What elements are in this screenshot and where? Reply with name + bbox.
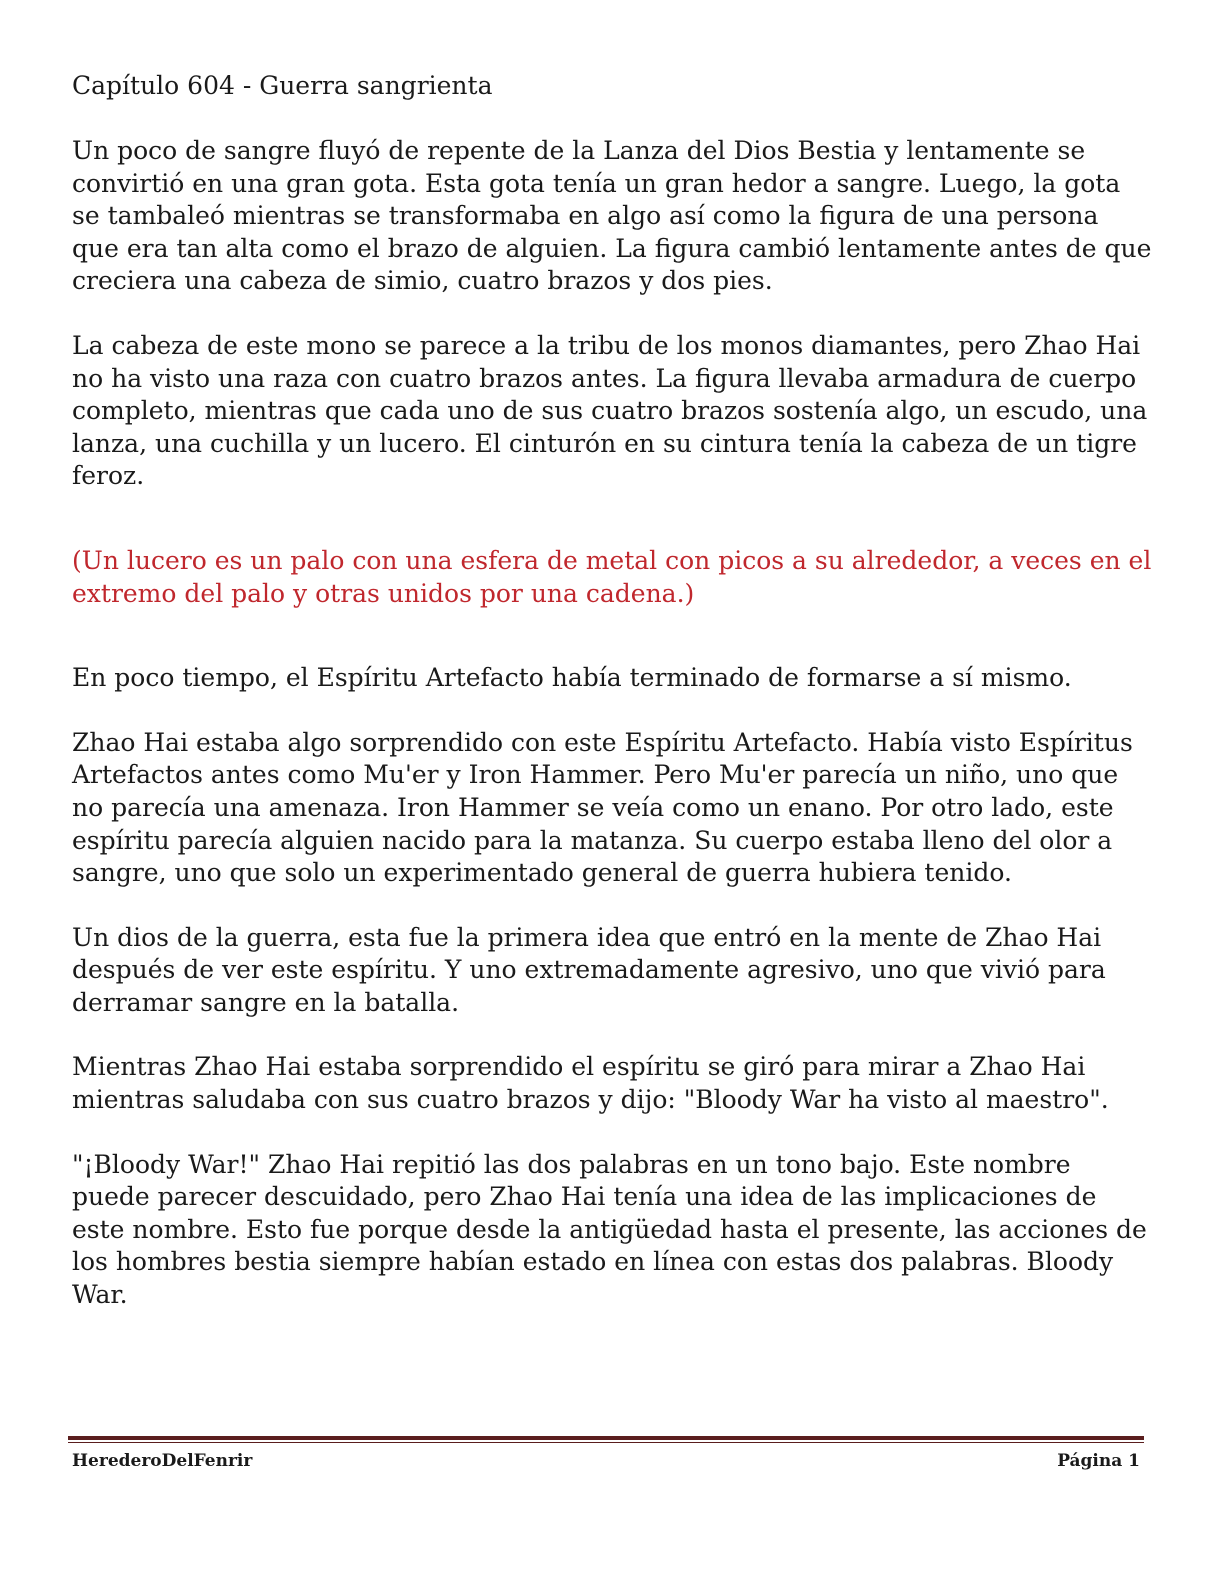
- page-footer: [68, 1436, 1144, 1471]
- paragraph-1: Un poco de sangre fluyó de repente de la Lanza del Dios Bestia y lentamente se convirtió en una gran gota. Esta gota tenía un gran hedor a sangre. Luego, la gota se tambaleó mientras se transformaba en algo así como la figura de una persona que era tan alta como el brazo de alguien. La figura cambió lentamente antes de que creciera una cabeza de simio, cuatro brazos y dos pies.: [72, 136, 1152, 296]
- paragraph-5: Un dios de la guerra, esta fue la primera idea que entró en la mente de Zhao Hai después de ver este espíritu. Y uno extremadamente agresivo, uno que vivió para derramar sangre en la batalla.: [72, 922, 1106, 1017]
- document-body: [72, 70, 1152, 1344]
- footer-row: [68, 1451, 1144, 1471]
- chapter-title: Capítulo 604 - Guerra sangrienta: [72, 71, 493, 100]
- footer-rule-thin: [68, 1442, 1144, 1443]
- paragraph-6: Mientras Zhao Hai estaba sorprendido el espíritu se giró para mirar a Zhao Hai mientras saludaba con sus cuatro brazos y dijo: "Bloody War ha visto al maestro".: [72, 1052, 1109, 1115]
- footer-page-number: Página 1: [1057, 1451, 1140, 1471]
- paragraph-7: "¡Bloody War!" Zhao Hai repitió las dos palabras en un tono bajo. Este nombre puede parecer descuidado, pero Zhao Hai tenía una idea de las implicaciones de este nombre. Esto fue porque desde la antigüedad hasta el presente, las acciones de los hombres bestia siempre habían estado en línea con estas dos palabras. Bloody War.: [72, 1149, 1147, 1310]
- paragraph-4: Zhao Hai estaba algo sorprendido con este Espíritu Artefacto. Había visto Espíritus Artefactos antes como Mu'er y Iron Hammer. Pero Mu'er parecía un niño, uno que no parecía una amenaza. Iron Hammer se veía como un enano. Por otro lado, este espíritu parecía alguien nacido para la matanza. Su cuerpo estaba lleno del olor a sangre, uno que solo un experimentado general de guerra hubiera tenido.: [72, 727, 1133, 888]
- paragraph-3: En poco tiempo, el Espíritu Artefacto había terminado de formarse a sí mismo.: [72, 663, 1072, 693]
- paragraph-2: La cabeza de este mono se parece a la tribu de los monos diamantes, pero Zhao Hai no ha visto una raza con cuatro brazos antes. La figura llevaba armadura de cuerpo completo, mientras que cada uno de sus cuatro brazos sostenía algo, un escudo, una lanza, una cuchilla y un lucero. El cinturón en su cintura tenía la cabeza de un tigre feroz.: [72, 330, 1148, 491]
- translator-note: (Un lucero es un palo con una esfera de metal con picos a su alrededor, a veces en el extremo del palo y otras unidos por una cadena.): [72, 545, 1152, 608]
- footer-author: HerederoDelFenrir: [72, 1451, 253, 1471]
- footer-rule-thick: [68, 1436, 1144, 1440]
